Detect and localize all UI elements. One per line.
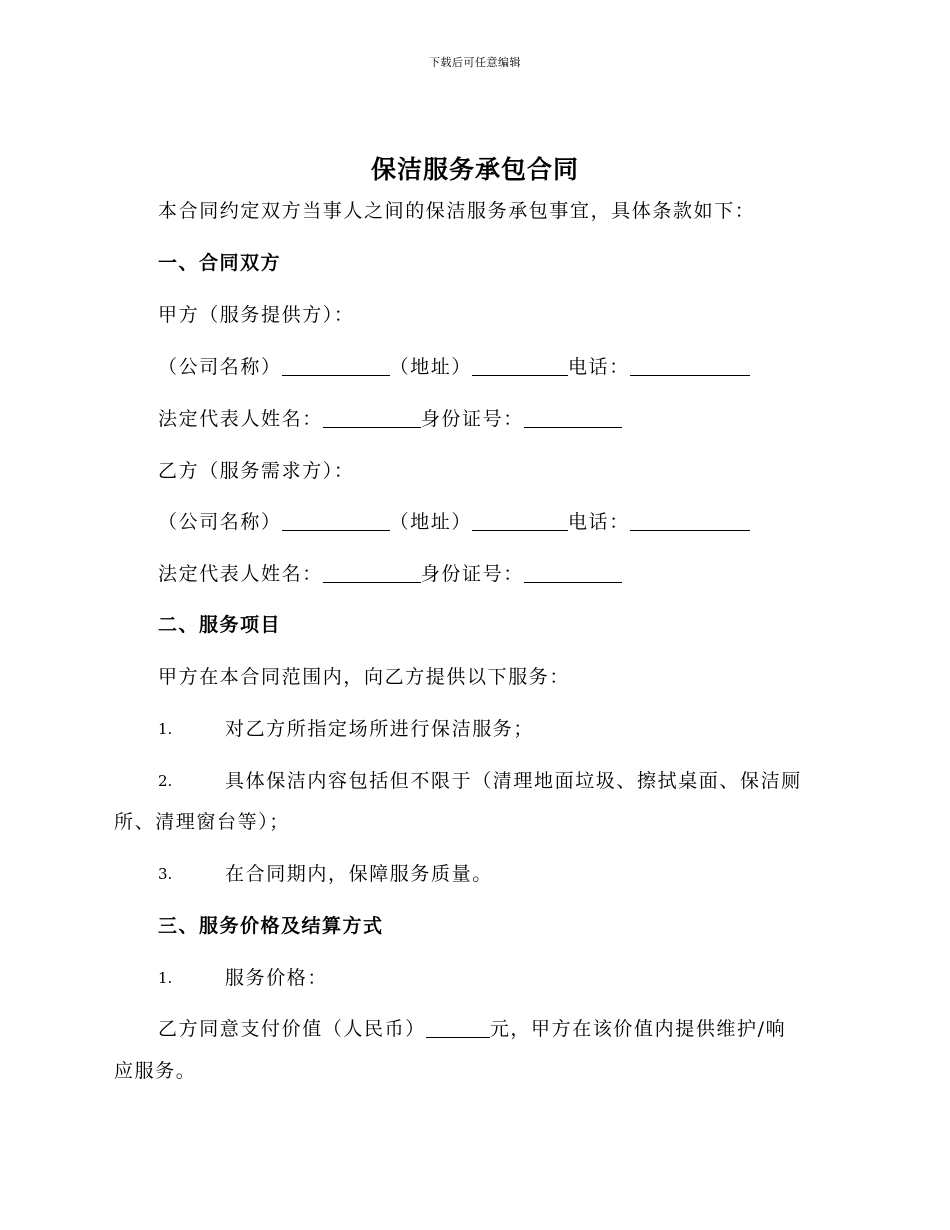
list-item-number: 1. — [158, 720, 173, 738]
phone-blank[interactable] — [630, 355, 750, 376]
id-label: 身份证号： — [420, 408, 524, 430]
list-item-continuation: 所、清理窗台等）； — [114, 811, 290, 833]
price-text-after: 元，甲方在该价值内提供维护/响 — [489, 1018, 787, 1040]
price-blank[interactable] — [426, 1017, 490, 1038]
phone-blank[interactable] — [630, 510, 750, 531]
party-b-company-row — [158, 509, 750, 535]
list-item-number: 2. — [158, 772, 173, 790]
party-a-rep-row — [158, 406, 622, 432]
list-item-text: 在合同期内，保障服务质量。 — [225, 863, 493, 885]
id-blank[interactable] — [524, 562, 622, 583]
id-label: 身份证号： — [420, 563, 524, 585]
section1-heading: 一、合同双方 — [158, 252, 282, 274]
price-paragraph-continuation: 应服务。 — [114, 1060, 197, 1082]
price-paragraph — [158, 1016, 786, 1042]
rep-blank[interactable] — [323, 407, 421, 428]
party-a-company-row — [158, 354, 750, 380]
company-blank[interactable] — [282, 355, 390, 376]
company-label: （公司名称） — [158, 511, 282, 533]
rep-blank[interactable] — [323, 562, 421, 583]
section3-heading: 三、服务价格及结算方式 — [158, 915, 384, 937]
list-item-number: 1. — [158, 969, 173, 987]
list-item-text: 具体保洁内容包括但不限于（清理地面垃圾、擦拭桌面、保洁厕 — [225, 770, 802, 792]
header-note: 下载后可任意编辑 — [429, 56, 521, 69]
company-blank[interactable] — [282, 510, 390, 531]
address-label: （地址） — [389, 356, 473, 378]
list-item-text: 对乙方所指定场所进行保洁服务； — [225, 718, 535, 740]
id-blank[interactable] — [524, 407, 622, 428]
list-item-text: 服务价格： — [225, 967, 329, 989]
rep-label: 法定代表人姓名： — [158, 408, 323, 430]
list-item-number: 3. — [158, 865, 173, 883]
company-label: （公司名称） — [158, 356, 282, 378]
address-blank[interactable] — [472, 355, 568, 376]
rep-label: 法定代表人姓名： — [158, 563, 323, 585]
address-label: （地址） — [389, 511, 473, 533]
section2-heading: 二、服务项目 — [158, 614, 282, 636]
phone-label: 电话： — [568, 356, 630, 378]
party-b-label: 乙方（服务需求方）： — [158, 460, 355, 482]
phone-label: 电话： — [568, 511, 630, 533]
address-blank[interactable] — [472, 510, 568, 531]
party-a-label: 甲方（服务提供方）： — [158, 304, 355, 326]
price-text-before: 乙方同意支付价值（人民币） — [158, 1018, 426, 1040]
party-b-rep-row — [158, 561, 622, 587]
document-title: 保洁服务承包合同 — [370, 155, 579, 184]
section2-intro: 甲方在本合同范围内，向乙方提供以下服务： — [158, 666, 571, 688]
intro-paragraph: 本合同约定双方当事人之间的保洁服务承包事宜，具体条款如下： — [158, 200, 756, 222]
